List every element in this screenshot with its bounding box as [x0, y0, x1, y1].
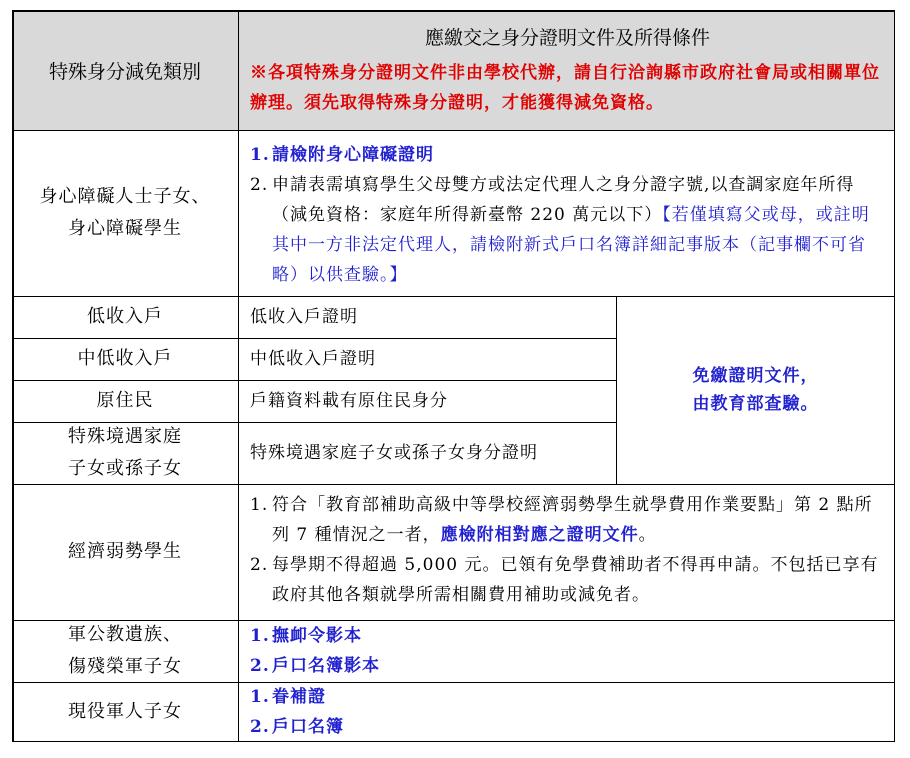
active-military-doc-cell	[238, 682, 895, 742]
special-family-doc: 特殊境遇家庭子女或孫子女身分證明	[250, 443, 538, 463]
indigenous-doc: 戶籍資料載有原住民身分	[250, 391, 448, 411]
list-item	[250, 550, 883, 610]
mid-low-income-label: 中低收入戶	[77, 348, 173, 369]
category-header-cell	[12, 10, 238, 130]
military-bereaved-label-line1: 軍公教遺族、	[68, 624, 182, 645]
item-text-highlight: 【若僅填寫父或母，或註明其中一方非法定代理人，請檢附新式戶口名簿詳細記事版本（記事欄不可省略）以供查驗。】	[272, 205, 870, 285]
row-divider	[12, 484, 895, 486]
special-family-label-line1: 特殊境遇家庭	[68, 426, 182, 447]
item-text: 申請表需填寫學生父母雙方或法定代理人之身分證字號,以查調家庭年所得（減免資格：家庭年所得新臺幣 220 萬元以下）	[272, 175, 855, 225]
disabled-doc-list	[250, 140, 883, 290]
list-item	[250, 712, 344, 742]
indigenous-label-cell	[12, 380, 238, 422]
row-divider	[12, 682, 895, 684]
military-bereaved-doc-list	[250, 621, 380, 681]
row-divider	[12, 620, 895, 622]
item-number: 2.	[250, 175, 269, 195]
category-title: 特殊身分減免類別	[48, 60, 201, 83]
disadvantaged-doc-list	[250, 490, 883, 610]
table-border-top	[12, 10, 895, 12]
disadvantaged-label-cell	[12, 484, 238, 620]
item-number: 1.	[250, 495, 269, 515]
list-item	[250, 682, 344, 712]
exempt-note-line1: 免繳證明文件，	[692, 366, 819, 386]
mid-low-income-label-cell	[12, 338, 238, 380]
low-income-doc-cell	[238, 296, 616, 338]
special-family-label-cell	[12, 422, 238, 484]
disabled-label-cell	[12, 130, 238, 296]
disabled-doc-cell	[238, 130, 895, 296]
list-item	[250, 170, 883, 290]
notice-text: ※各項特殊身分證明文件非由學校代辦，請自行洽詢縣市政府社會局或相關單位辦理。須先取得特殊身分證明，才能獲得減免資格。	[250, 63, 880, 113]
row-divider	[12, 380, 616, 382]
item-text: 眷補證	[272, 687, 326, 707]
row-divider	[12, 296, 895, 298]
item-text-block	[272, 170, 883, 290]
row-divider	[12, 130, 895, 132]
low-income-doc: 低收入戶證明	[250, 307, 358, 327]
item-text: 撫卹令影本	[272, 626, 362, 646]
item-text: 每學期不得超過 5,000 元。已領有免學費補助者不得再申請。不包括已享有政府其他各類就學所需相關費用補助或減免者。	[272, 555, 879, 605]
special-family-label-line2: 子女或孫子女	[68, 458, 182, 479]
item-text-end: 。	[638, 525, 657, 545]
list-item	[250, 490, 883, 550]
disabled-label-line1: 身心障礙人士子女、	[39, 186, 211, 207]
item-text: 戶口名簿影本	[272, 656, 380, 676]
table-border-left	[12, 10, 14, 742]
indigenous-label: 原住民	[96, 390, 154, 411]
column-divider	[616, 296, 618, 484]
military-bereaved-label-line2: 傷殘榮軍子女	[68, 656, 182, 677]
exempt-note-line2: 由教育部查驗。	[692, 394, 819, 414]
row-divider	[12, 422, 616, 424]
column-divider	[238, 10, 240, 742]
disadvantaged-doc-cell	[238, 484, 895, 620]
item-text: 戶口名簿	[272, 717, 344, 737]
indigenous-doc-cell	[238, 380, 616, 422]
list-item	[250, 621, 380, 651]
item-number: 2.	[250, 717, 270, 737]
disadvantaged-label: 經濟弱勢學生	[68, 541, 182, 562]
item-text: 符合「教育部補助高級中等學校經濟弱勢學生就學費用作業要點」第 2 點所列 7 種情況之一者，	[272, 495, 873, 545]
table-border-bottom	[12, 741, 895, 743]
item-text-highlight: 應檢附相對應之證明文件	[440, 525, 639, 545]
item-text: 請檢附身心障礙證明	[272, 145, 434, 165]
active-military-label-cell	[12, 682, 238, 742]
item-number: 1.	[250, 626, 270, 646]
list-item	[250, 140, 883, 170]
table-border-right	[894, 10, 896, 742]
item-number: 1.	[250, 687, 270, 707]
list-item	[250, 651, 380, 681]
military-bereaved-doc-cell	[238, 620, 895, 682]
special-family-doc-cell	[238, 422, 616, 484]
military-bereaved-label-cell	[12, 620, 238, 682]
item-number: 2.	[250, 656, 270, 676]
item-number: 1.	[250, 145, 270, 165]
active-military-doc-list	[250, 682, 344, 742]
document-title: 應繳交之身分證明文件及所得條件	[424, 27, 710, 49]
disabled-label-line2: 身心障礙學生	[68, 218, 182, 239]
document-header-cell	[238, 10, 895, 130]
item-number: 2.	[250, 555, 269, 575]
active-military-label: 現役軍人子女	[68, 701, 182, 722]
low-income-label: 低收入戶	[87, 306, 163, 327]
row-divider	[12, 338, 616, 340]
reduction-table	[12, 10, 895, 742]
item-text-block	[272, 490, 883, 550]
low-income-label-cell	[12, 296, 238, 338]
mid-low-income-doc-cell	[238, 338, 616, 380]
mid-low-income-doc: 中低收入戶證明	[250, 349, 376, 369]
exempt-note-cell	[616, 296, 895, 484]
